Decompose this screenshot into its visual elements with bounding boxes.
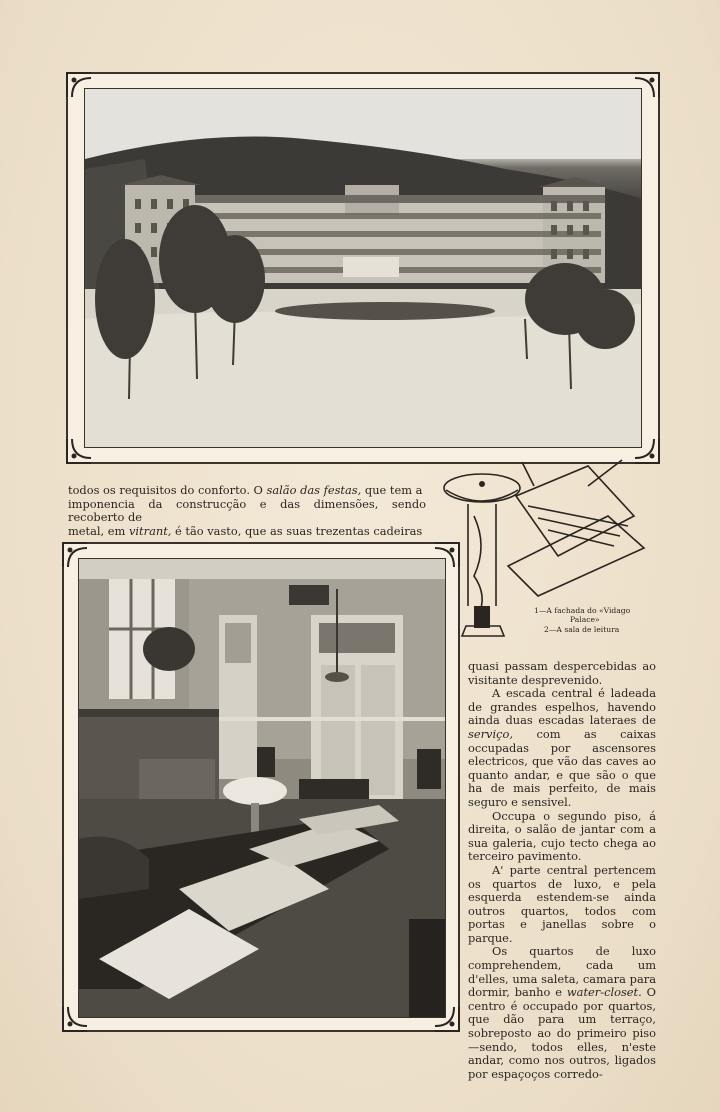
corner-ornament-icon [62, 542, 88, 568]
corner-ornament-icon [62, 1006, 88, 1032]
reading-room-illustration [79, 559, 446, 1018]
photo-reading-room [78, 558, 446, 1018]
paragraph: A' parte central pertencem os quartos de luxo, e pela esquerda estendem-se ainda outros quartos, todos com portas e janellas sobre o parque. [468, 862, 656, 945]
text-run: A escada central é ladeada de grandes espelhos, havendo ainda duas escadas lateraes de [468, 686, 656, 728]
text-line: todos os requisitos do conforto. O [68, 483, 267, 497]
text-line: que tem a [361, 483, 423, 497]
facade-illustration [85, 89, 642, 448]
text-run: com as caixas occupadas por ascensores electricos, que vão das caves ao quanto andar, e que são o que ha de mais perfeito, de mais seguro e sensivel. [468, 726, 656, 809]
corner-ornament-icon [66, 438, 92, 464]
paragraph [468, 687, 656, 809]
corner-ornament-icon [434, 1006, 460, 1032]
italic-term: serviço, [468, 726, 513, 741]
paragraph [468, 945, 656, 1081]
photo-frame-reading-room [62, 542, 460, 1032]
photo-facade-vidago-palace [84, 88, 642, 448]
text-run: Os quartos de luxo comprehendem, cada um d'elles, uma saleta, camara para dormir, banho e [468, 944, 656, 1000]
paragraph: Occupa o segundo piso, á direita, o salão de jantar com a sua galeria, cujo tecto chega ao terceiro pavimento. [468, 808, 656, 864]
corner-ornament-icon [634, 72, 660, 98]
text-line: imponencia da construcção e das dimensões, sendo recoberto de [68, 496, 426, 525]
text-run: O centro é occupado por quartos, que dão para um terraço, sobreposto ao do primeiro piso—sendo, todos elles, n'este andar, como nos outros, ligados por espaçoços corredo- [468, 985, 656, 1081]
corner-ornament-icon [66, 72, 92, 98]
photo-frame-facade [66, 72, 660, 464]
italic-term: vitrant, [128, 523, 172, 538]
caption-facade-cont: Palace» [570, 615, 600, 625]
paragraph: quasi passam despercebidas ao visitante desprevenido. [468, 659, 656, 687]
intro-paragraph [68, 484, 426, 538]
caption-reading-room: 2—A sala de leitura [544, 624, 620, 634]
photo-captions [520, 606, 660, 634]
text-line: é tão vasto, que as suas trezentas cadeiras [171, 523, 423, 538]
caption-facade: 1—A fachada do «Vidago [534, 606, 631, 615]
text-line: metal, em [68, 523, 129, 538]
italic-term: water-closet. [566, 985, 642, 1000]
right-column-text [468, 660, 656, 1081]
italic-term: salão das festas, [266, 483, 362, 497]
